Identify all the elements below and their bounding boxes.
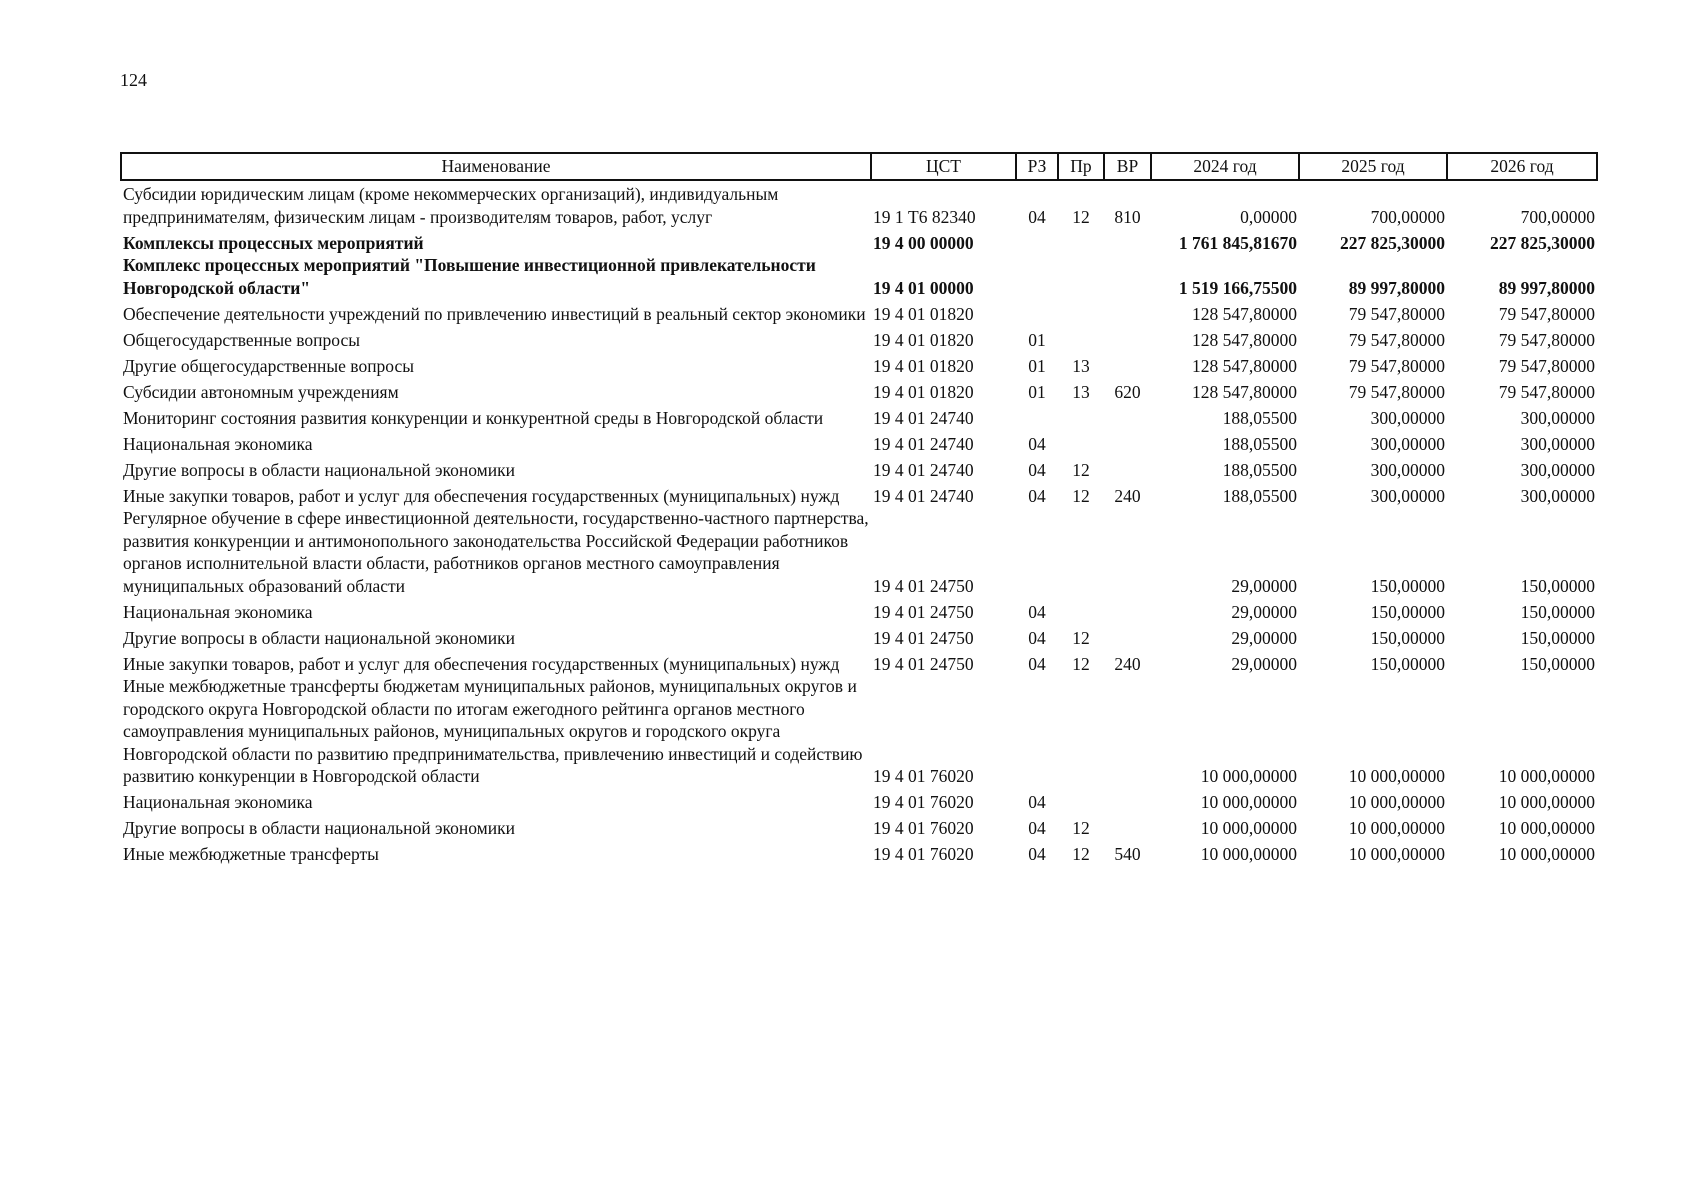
- table-row: [121, 377, 1597, 403]
- row-value-2026: 10 000,00000: [1498, 818, 1595, 838]
- row-cst: 19 4 01 24750: [873, 601, 974, 622]
- row-vr: 620: [1114, 381, 1141, 402]
- row-cst: 19 4 01 01820: [873, 381, 974, 402]
- row-value-2026: 79 547,80000: [1498, 303, 1595, 324]
- row-value-2025: 150,00000: [1370, 601, 1445, 622]
- row-value-2025: 10 000,00000: [1348, 766, 1445, 786]
- header-rz: РЗ: [1016, 153, 1058, 180]
- row-rz: [1016, 507, 1058, 597]
- table-row: [121, 649, 1597, 675]
- row-name: Национальная экономика: [123, 601, 313, 622]
- table-row: [121, 299, 1597, 325]
- header-vr: ВР: [1104, 153, 1151, 180]
- row-vr: [1104, 228, 1151, 254]
- row-vr: [1104, 597, 1151, 623]
- row-rz: 04: [1028, 206, 1046, 227]
- header-2026: 2026 год: [1447, 153, 1597, 180]
- table-row: [121, 623, 1597, 649]
- row-vr: 810: [1114, 206, 1141, 227]
- row-value-2024: 29,00000: [1231, 653, 1297, 674]
- page-number: 124: [120, 70, 147, 90]
- row-pr: [1058, 788, 1104, 814]
- row-name: Субсидии автономным учреждениям: [123, 381, 399, 402]
- row-rz: 01: [1028, 381, 1046, 402]
- header-2024: 2024 год: [1151, 153, 1299, 180]
- row-name: Иные закупки товаров, работ и услуг для обеспечения государственных (муниципальных) нужд: [123, 485, 840, 506]
- row-value-2026: 89 997,80000: [1498, 277, 1595, 298]
- row-cst: 19 4 01 76020: [873, 818, 974, 838]
- row-pr: 13: [1072, 355, 1090, 376]
- row-value-2025: 700,00000: [1370, 206, 1445, 227]
- row-cst: 19 4 01 76020: [873, 792, 974, 812]
- row-pr: 12: [1072, 627, 1090, 648]
- row-value-2025: 300,00000: [1370, 407, 1445, 428]
- row-cst: 19 4 00 00000: [873, 232, 974, 253]
- row-name: Национальная экономика: [123, 792, 313, 812]
- table-row: [121, 180, 1597, 228]
- row-value-2024: 29,00000: [1231, 575, 1297, 596]
- row-vr: [1104, 675, 1151, 788]
- row-pr: [1058, 597, 1104, 623]
- row-value-2025: 10 000,00000: [1348, 818, 1445, 838]
- row-value-2025: 79 547,80000: [1348, 303, 1445, 324]
- row-name: Иные межбюджетные трансферты бюджетам муниципальных районов, муниципальных округов и городского округа Новгородской области по итогам ежегодного рейтинга органов местного самоуправления муниципальных районов, муниципальных округов и городского округа Новгородской области по развитию предпринимательства, привлечению инвестиций и содействию развитию конкуренции в Новгородской области: [123, 676, 863, 786]
- header-pr: Пр: [1058, 153, 1104, 180]
- row-vr: [1104, 455, 1151, 481]
- row-pr: 12: [1072, 485, 1090, 506]
- row-value-2024: 29,00000: [1231, 601, 1297, 622]
- row-cst: 19 4 01 76020: [873, 844, 974, 864]
- row-name: Мониторинг состояния развития конкуренции и конкурентной среды в Новгородской области: [123, 407, 824, 428]
- table-row: [121, 228, 1597, 254]
- row-value-2025: 150,00000: [1370, 575, 1445, 596]
- row-value-2026: 150,00000: [1520, 653, 1595, 674]
- row-value-2026: 10 000,00000: [1498, 844, 1595, 864]
- row-pr: [1058, 507, 1104, 597]
- row-value-2025: 300,00000: [1370, 485, 1445, 506]
- row-pr: [1058, 429, 1104, 455]
- row-vr: [1104, 429, 1151, 455]
- row-value-2025: 10 000,00000: [1348, 844, 1445, 864]
- row-cst: 19 4 01 01820: [873, 329, 974, 350]
- row-pr: 12: [1072, 653, 1090, 674]
- row-value-2025: 79 547,80000: [1348, 381, 1445, 402]
- row-name: Обеспечение деятельности учреждений по привлечению инвестиций в реальный сектор экономики: [123, 303, 866, 324]
- row-value-2026: 300,00000: [1520, 433, 1595, 454]
- row-vr: [1104, 788, 1151, 814]
- table-row: [121, 325, 1597, 351]
- row-vr: [1104, 299, 1151, 325]
- row-name: Иные закупки товаров, работ и услуг для обеспечения государственных (муниципальных) нужд: [123, 653, 840, 674]
- row-rz: 04: [1028, 433, 1046, 454]
- row-pr: [1058, 325, 1104, 351]
- row-pr: 13: [1072, 381, 1090, 402]
- row-value-2024: 188,05500: [1222, 485, 1297, 506]
- row-value-2026: 300,00000: [1520, 485, 1595, 506]
- row-value-2024: 10 000,00000: [1200, 818, 1297, 838]
- table-row: [121, 403, 1597, 429]
- row-pr: [1058, 403, 1104, 429]
- row-value-2024: 188,05500: [1222, 459, 1297, 480]
- row-value-2026: 150,00000: [1520, 575, 1595, 596]
- row-value-2025: 150,00000: [1370, 653, 1445, 674]
- row-rz: 01: [1028, 329, 1046, 350]
- row-pr: [1058, 299, 1104, 325]
- row-vr: 540: [1114, 844, 1141, 864]
- table-row: [121, 507, 1597, 597]
- row-pr: [1058, 228, 1104, 254]
- row-cst: 19 4 01 00000: [873, 277, 974, 298]
- row-cst: 19 1 Т6 82340: [873, 206, 976, 227]
- row-name: Другие вопросы в области национальной экономики: [123, 459, 515, 480]
- row-rz: 04: [1028, 459, 1046, 480]
- row-vr: 240: [1114, 653, 1141, 674]
- row-value-2026: 150,00000: [1520, 627, 1595, 648]
- row-pr: 12: [1072, 818, 1090, 838]
- row-value-2024: 10 000,00000: [1200, 766, 1297, 786]
- row-value-2025: 150,00000: [1370, 627, 1445, 648]
- row-value-2024: 10 000,00000: [1200, 844, 1297, 864]
- row-vr: [1104, 254, 1151, 299]
- table-header-row: [121, 153, 1597, 180]
- row-value-2025: 79 547,80000: [1348, 329, 1445, 350]
- row-value-2026: 700,00000: [1520, 206, 1595, 227]
- row-value-2025: 79 547,80000: [1348, 355, 1445, 376]
- table-row: [121, 254, 1597, 299]
- row-cst: 19 4 01 24750: [873, 575, 974, 596]
- row-pr: 12: [1072, 206, 1090, 227]
- budget-table: [120, 152, 1598, 866]
- row-cst: 19 4 01 01820: [873, 355, 974, 376]
- row-vr: [1104, 403, 1151, 429]
- row-value-2024: 29,00000: [1231, 627, 1297, 648]
- row-value-2025: 10 000,00000: [1348, 792, 1445, 812]
- header-name: Наименование: [121, 153, 871, 180]
- row-name: Общегосударственные вопросы: [123, 329, 361, 350]
- row-rz: [1016, 299, 1058, 325]
- table-body: [121, 180, 1597, 866]
- row-value-2026: 79 547,80000: [1498, 355, 1595, 376]
- row-value-2026: 10 000,00000: [1498, 766, 1595, 786]
- row-rz: [1016, 228, 1058, 254]
- row-rz: 04: [1028, 485, 1046, 506]
- row-vr: [1104, 351, 1151, 377]
- row-pr: [1058, 254, 1104, 299]
- row-vr: [1104, 325, 1151, 351]
- row-name: Субсидии юридическим лицам (кроме некоммерческих организаций), индивидуальным предпринимателям, физическим лицам - производителям товаров, работ, услуг: [123, 184, 779, 227]
- row-cst: 19 4 01 24750: [873, 627, 974, 648]
- row-cst: 19 4 01 24740: [873, 485, 974, 506]
- row-value-2024: 0,00000: [1240, 206, 1297, 227]
- row-rz: [1016, 675, 1058, 788]
- row-value-2024: 128 547,80000: [1192, 355, 1297, 376]
- row-value-2024: 128 547,80000: [1192, 303, 1297, 324]
- row-rz: [1016, 254, 1058, 299]
- row-value-2026: 79 547,80000: [1498, 329, 1595, 350]
- table-row: [121, 481, 1597, 507]
- table-row: [121, 597, 1597, 623]
- row-value-2024: 188,05500: [1222, 407, 1297, 428]
- row-rz: 04: [1028, 844, 1046, 864]
- row-cst: 19 4 01 24740: [873, 407, 974, 428]
- row-value-2024: 1 519 166,75500: [1178, 277, 1297, 298]
- row-value-2025: 89 997,80000: [1348, 277, 1445, 298]
- row-cst: 19 4 01 24740: [873, 433, 974, 454]
- row-name: Комплекс процессных мероприятий "Повышение инвестиционной привлекательности Новгородской области": [123, 255, 816, 298]
- row-rz: 04: [1028, 653, 1046, 674]
- row-name: Комплексы процессных мероприятий: [123, 232, 424, 253]
- row-cst: 19 4 01 01820: [873, 303, 974, 324]
- table-row: [121, 788, 1597, 814]
- row-value-2024: 128 547,80000: [1192, 381, 1297, 402]
- row-value-2025: 300,00000: [1370, 459, 1445, 480]
- row-vr: [1104, 814, 1151, 840]
- row-cst: 19 4 01 76020: [873, 766, 974, 786]
- row-value-2026: 300,00000: [1520, 459, 1595, 480]
- row-rz: 04: [1028, 818, 1046, 838]
- header-2025: 2025 год: [1299, 153, 1447, 180]
- row-rz: 04: [1028, 792, 1046, 812]
- table-row: [121, 814, 1597, 840]
- row-name: Другие вопросы в области национальной экономики: [123, 818, 515, 838]
- row-value-2024: 10 000,00000: [1200, 792, 1297, 812]
- row-value-2024: 188,05500: [1222, 433, 1297, 454]
- row-cst: 19 4 01 24750: [873, 653, 974, 674]
- row-value-2025: 227 825,30000: [1340, 232, 1445, 253]
- row-pr: 12: [1072, 459, 1090, 480]
- row-rz: 04: [1028, 627, 1046, 648]
- row-value-2024: 128 547,80000: [1192, 329, 1297, 350]
- row-pr: 12: [1072, 844, 1090, 864]
- row-name: Национальная экономика: [123, 433, 313, 454]
- row-value-2024: 1 761 845,81670: [1178, 232, 1297, 253]
- row-name: Другие вопросы в области национальной экономики: [123, 627, 515, 648]
- row-value-2026: 79 547,80000: [1498, 381, 1595, 402]
- table-row: [121, 351, 1597, 377]
- row-name: Регулярное обучение в сфере инвестиционной деятельности, государственно-частного партнерства, развития конкуренции и антимонопольного законодательства Российской Федерации работников органов исполнительной власти области, работников органов местного самоуправления муниципальных образований области: [123, 508, 869, 596]
- row-rz: 01: [1028, 355, 1046, 376]
- row-rz: 04: [1028, 601, 1046, 622]
- row-value-2026: 10 000,00000: [1498, 792, 1595, 812]
- table-row: [121, 429, 1597, 455]
- row-pr: [1058, 675, 1104, 788]
- row-cst: 19 4 01 24740: [873, 459, 974, 480]
- row-name: Другие общегосударственные вопросы: [123, 355, 415, 376]
- row-vr: [1104, 623, 1151, 649]
- row-value-2025: 300,00000: [1370, 433, 1445, 454]
- table-row: [121, 840, 1597, 866]
- table-row: [121, 675, 1597, 788]
- row-value-2026: 150,00000: [1520, 601, 1595, 622]
- row-rz: [1016, 403, 1058, 429]
- header-cst: ЦСТ: [871, 153, 1016, 180]
- table-row: [121, 455, 1597, 481]
- row-value-2026: 227 825,30000: [1490, 232, 1595, 253]
- row-name: Иные межбюджетные трансферты: [123, 844, 379, 864]
- row-vr: 240: [1114, 485, 1141, 506]
- row-vr: [1104, 507, 1151, 597]
- row-value-2026: 300,00000: [1520, 407, 1595, 428]
